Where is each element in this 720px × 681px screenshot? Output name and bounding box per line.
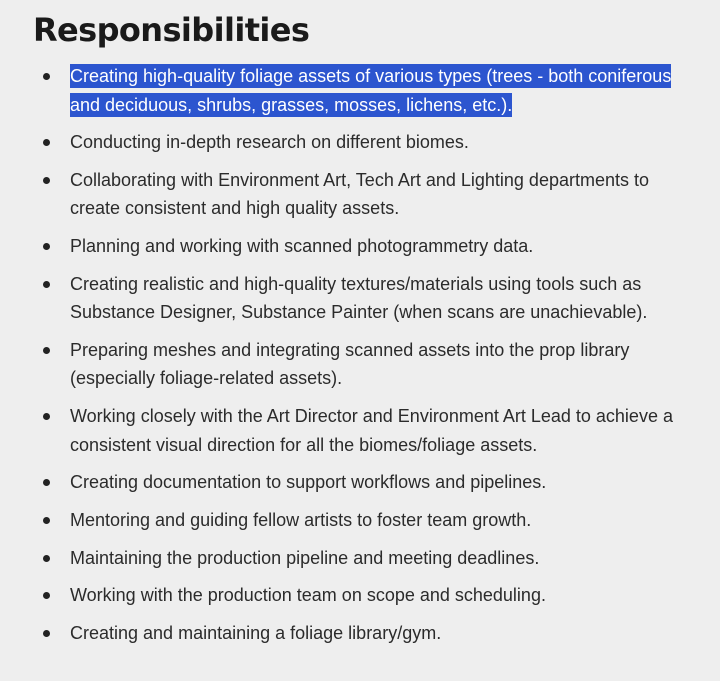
list-item-text: Collaborating with Environment Art, Tech Art and Lighting departments to create consistent and high quality assets.	[70, 169, 649, 219]
bullet-icon	[43, 592, 50, 599]
list-item-text: Maintaining the production pipeline and meeting deadlines.	[70, 547, 540, 568]
bullet-icon	[43, 517, 50, 524]
list-item	[0, 270, 720, 327]
bullet-icon	[43, 630, 50, 637]
list-item-text: Working closely with the Art Director and Environment Art Lead to achieve a consistent visual direction for all the biomes/foliage assets.	[70, 406, 673, 455]
section-heading: Responsibilities	[33, 11, 310, 49]
list-item	[0, 581, 720, 610]
bullet-icon	[43, 413, 50, 420]
list-item	[0, 232, 720, 261]
bullet-icon	[43, 479, 50, 486]
bullet-icon	[43, 139, 50, 146]
bullet-icon	[43, 243, 50, 250]
bullet-icon	[43, 281, 50, 288]
list-item	[0, 468, 720, 497]
list-item	[0, 544, 720, 573]
bullet-icon	[43, 555, 50, 562]
list-item-text: Preparing meshes and integrating scanned assets into the prop library (especially foliage-related assets).	[70, 339, 630, 389]
list-item-text: Planning and working with scanned photogrammetry data.	[70, 236, 534, 257]
list-item-text-selected[interactable]: Creating high-quality foliage assets of various types (trees - both coniferous and deciduous, shrubs, grasses, mosses, lichens, etc.).	[70, 66, 672, 115]
list-item	[0, 128, 720, 157]
list-item-text: Creating and maintaining a foliage library/gym.	[70, 623, 442, 644]
list-item	[0, 166, 720, 223]
bullet-icon	[43, 347, 50, 354]
list-item-text: Conducting in-depth research on different biomes.	[70, 132, 469, 153]
responsibilities-list	[0, 62, 720, 657]
list-item	[0, 336, 720, 393]
list-item-text: Creating realistic and high-quality textures/materials using tools such as Substance Designer, Substance Painter (when scans are unachievable).	[70, 273, 648, 323]
bullet-icon	[43, 73, 50, 80]
list-item-text: Working with the production team on scope and scheduling.	[70, 585, 546, 606]
list-item	[0, 619, 720, 648]
bullet-icon	[43, 177, 50, 184]
list-item	[0, 506, 720, 535]
list-item	[0, 402, 720, 459]
list-item	[0, 62, 720, 119]
list-item-text: Creating documentation to support workflows and pipelines.	[70, 472, 547, 493]
list-item-text: Mentoring and guiding fellow artists to foster team growth.	[70, 510, 532, 530]
